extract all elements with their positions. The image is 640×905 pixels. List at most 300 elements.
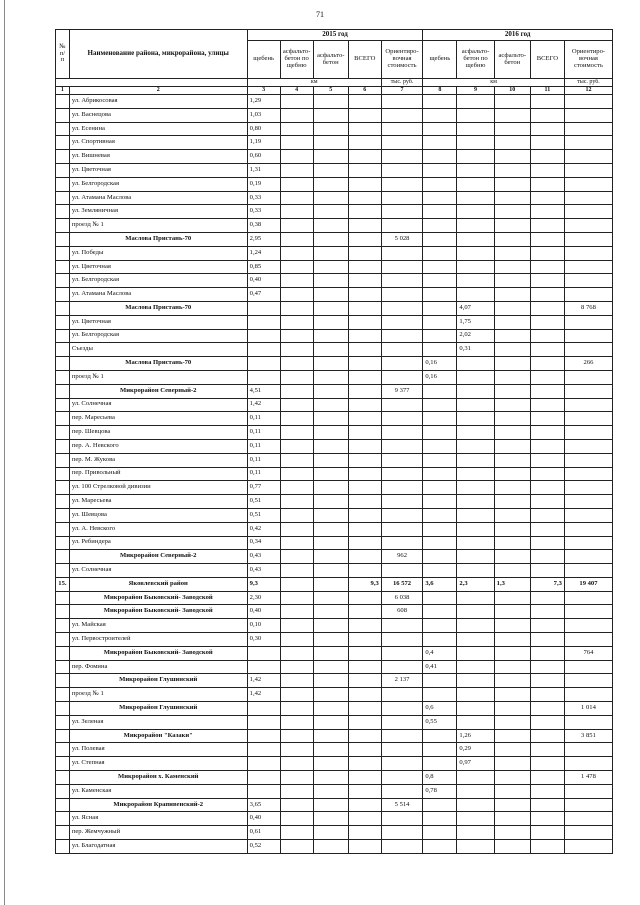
value-cell <box>564 219 612 233</box>
value-cell <box>348 591 381 605</box>
value-cell <box>348 163 381 177</box>
street-name: ул. 100 Стрелковой дивизии <box>69 481 247 495</box>
row-number <box>56 384 70 398</box>
value-cell <box>457 771 494 785</box>
value-cell <box>494 522 530 536</box>
value-cell <box>381 136 423 150</box>
value-cell <box>313 288 348 302</box>
value-cell <box>280 232 313 246</box>
value-cell <box>313 122 348 136</box>
value-cell: 1,42 <box>247 674 280 688</box>
value-cell: 6 038 <box>381 591 423 605</box>
street-name: ул. Благодатная <box>69 840 247 854</box>
value-cell <box>280 260 313 274</box>
value-cell <box>280 577 313 591</box>
value-cell <box>423 536 457 550</box>
value-cell: 2,02 <box>457 329 494 343</box>
value-cell <box>280 784 313 798</box>
value-cell <box>313 467 348 481</box>
section-row <box>56 357 613 371</box>
row-number <box>56 453 70 467</box>
value-cell <box>313 108 348 122</box>
value-cell <box>313 743 348 757</box>
value-cell: 0,19 <box>247 177 280 191</box>
section-name: Микрорайон х. Каменский <box>69 771 247 785</box>
value-cell <box>530 274 564 288</box>
value-cell <box>457 205 494 219</box>
value-cell <box>348 384 381 398</box>
value-cell <box>348 619 381 633</box>
value-cell <box>381 536 423 550</box>
street-name: ул. Шевцова <box>69 508 247 522</box>
value-cell: 0,55 <box>423 715 457 729</box>
row-number <box>56 232 70 246</box>
value-cell: 3,6 <box>423 577 457 591</box>
value-cell <box>564 550 612 564</box>
value-cell <box>280 191 313 205</box>
section-row <box>56 702 613 716</box>
value-cell <box>564 246 612 260</box>
value-cell: 0,16 <box>423 357 457 371</box>
value-cell <box>348 246 381 260</box>
value-cell <box>494 163 530 177</box>
value-cell <box>348 702 381 716</box>
value-cell <box>423 564 457 578</box>
value-cell: 9,3 <box>348 577 381 591</box>
value-cell: 0,51 <box>247 508 280 522</box>
row-number <box>56 481 70 495</box>
value-cell <box>494 219 530 233</box>
value-cell <box>381 646 423 660</box>
value-cell <box>348 550 381 564</box>
value-cell <box>348 840 381 854</box>
row-number <box>56 495 70 509</box>
table-row <box>56 812 613 826</box>
header-asph-gravel-2015: асфальто-бетон по щебню <box>280 41 313 79</box>
table-row <box>56 398 613 412</box>
value-cell <box>280 329 313 343</box>
value-cell <box>494 177 530 191</box>
row-number <box>56 591 70 605</box>
value-cell <box>494 564 530 578</box>
value-cell <box>564 453 612 467</box>
value-cell <box>423 633 457 647</box>
value-cell <box>494 495 530 509</box>
value-cell <box>381 729 423 743</box>
value-cell <box>313 232 348 246</box>
value-cell <box>313 495 348 509</box>
value-cell <box>457 784 494 798</box>
value-cell <box>564 122 612 136</box>
value-cell <box>423 398 457 412</box>
page-number: 71 <box>316 10 324 19</box>
value-cell <box>348 288 381 302</box>
street-name: ул. Белгородская <box>69 329 247 343</box>
value-cell <box>423 232 457 246</box>
value-cell <box>280 826 313 840</box>
value-cell <box>381 246 423 260</box>
value-cell <box>494 426 530 440</box>
value-cell <box>423 729 457 743</box>
section-name: Микрорайон Северный-2 <box>69 384 247 398</box>
value-cell <box>423 136 457 150</box>
value-cell: 0,38 <box>247 219 280 233</box>
value-cell <box>494 633 530 647</box>
value-cell <box>564 439 612 453</box>
value-cell <box>423 329 457 343</box>
value-cell <box>313 702 348 716</box>
street-name: ул. Майская <box>69 619 247 633</box>
row-number <box>56 564 70 578</box>
value-cell <box>280 274 313 288</box>
value-cell <box>457 384 494 398</box>
value-cell <box>494 688 530 702</box>
value-cell <box>457 536 494 550</box>
header-total-2015: ВСЕГО <box>348 41 381 79</box>
street-name: ул. Белгородская <box>69 274 247 288</box>
value-cell: 9 377 <box>381 384 423 398</box>
value-cell: 2,95 <box>247 232 280 246</box>
value-cell <box>494 453 530 467</box>
value-cell <box>457 219 494 233</box>
header-gravel-2016: щебень <box>423 41 457 79</box>
value-cell: 0,52 <box>247 840 280 854</box>
value-cell <box>564 343 612 357</box>
value-cell <box>313 619 348 633</box>
value-cell <box>313 660 348 674</box>
row-number <box>56 95 70 109</box>
col-num: 8 <box>423 87 457 95</box>
value-cell <box>530 812 564 826</box>
value-cell <box>381 481 423 495</box>
value-cell <box>313 205 348 219</box>
col-num: 4 <box>280 87 313 95</box>
value-cell <box>530 108 564 122</box>
value-cell <box>280 550 313 564</box>
row-number <box>56 826 70 840</box>
header-asph-2016: асфальто-бетон <box>494 41 530 79</box>
value-cell: 0,10 <box>247 619 280 633</box>
section-row <box>56 384 613 398</box>
value-cell <box>313 481 348 495</box>
value-cell <box>494 840 530 854</box>
value-cell: 1,24 <box>247 246 280 260</box>
street-name: ул. Вишневая <box>69 150 247 164</box>
value-cell <box>247 702 280 716</box>
value-cell <box>494 95 530 109</box>
col-num: 10 <box>494 87 530 95</box>
street-name: ул. Цветочная <box>69 260 247 274</box>
value-cell: 0,33 <box>247 205 280 219</box>
value-cell <box>564 605 612 619</box>
value-cell <box>494 660 530 674</box>
value-cell: 1,31 <box>247 163 280 177</box>
header-cost-2015: Ориентиро-вочная стоимость <box>381 41 423 79</box>
value-cell <box>564 674 612 688</box>
value-cell <box>457 136 494 150</box>
value-cell <box>381 260 423 274</box>
value-cell: 608 <box>381 605 423 619</box>
value-cell <box>280 591 313 605</box>
value-cell <box>457 812 494 826</box>
value-cell <box>564 205 612 219</box>
value-cell <box>530 840 564 854</box>
row-number <box>56 191 70 205</box>
value-cell: 0,11 <box>247 467 280 481</box>
value-cell <box>247 660 280 674</box>
street-name: ул. Цветочная <box>69 163 247 177</box>
value-cell <box>530 674 564 688</box>
value-cell: 5 028 <box>381 232 423 246</box>
value-cell <box>423 177 457 191</box>
value-cell <box>348 136 381 150</box>
row-number <box>56 522 70 536</box>
value-cell <box>381 812 423 826</box>
value-cell: 0,34 <box>247 536 280 550</box>
table-row <box>56 757 613 771</box>
value-cell <box>381 467 423 481</box>
value-cell <box>348 633 381 647</box>
section-row <box>56 591 613 605</box>
street-name: ул. Степная <box>69 757 247 771</box>
value-cell <box>530 301 564 315</box>
value-cell <box>494 646 530 660</box>
value-cell <box>348 729 381 743</box>
value-cell <box>348 495 381 509</box>
value-cell <box>494 122 530 136</box>
value-cell <box>348 743 381 757</box>
value-cell <box>313 536 348 550</box>
row-number <box>56 605 70 619</box>
value-cell <box>530 260 564 274</box>
value-cell <box>530 633 564 647</box>
value-cell <box>457 633 494 647</box>
value-cell <box>423 150 457 164</box>
value-cell: 0,80 <box>247 122 280 136</box>
row-number <box>56 260 70 274</box>
value-cell <box>280 95 313 109</box>
street-name: ул. Зеленая <box>69 715 247 729</box>
section-name: Маслова Пристань-70 <box>69 232 247 246</box>
table-row <box>56 191 613 205</box>
value-cell <box>348 508 381 522</box>
street-name: пер. Фомина <box>69 660 247 674</box>
street-name: пер. М. Жукова <box>69 453 247 467</box>
value-cell <box>457 95 494 109</box>
value-cell <box>530 177 564 191</box>
value-cell: 1,3 <box>494 577 530 591</box>
row-number <box>56 370 70 384</box>
street-name: ул. Полевая <box>69 743 247 757</box>
value-cell <box>423 343 457 357</box>
row-number <box>56 163 70 177</box>
value-cell <box>564 412 612 426</box>
section-name: Яковлевский район <box>69 577 247 591</box>
street-name: пер. Привольный <box>69 467 247 481</box>
value-cell <box>564 384 612 398</box>
value-cell <box>313 163 348 177</box>
value-cell: 2 137 <box>381 674 423 688</box>
value-cell <box>457 688 494 702</box>
value-cell <box>381 163 423 177</box>
section-name: Микрорайон Быковский- Заводской <box>69 605 247 619</box>
value-cell <box>457 840 494 854</box>
col-num: 9 <box>457 87 494 95</box>
unit-rub-2015: тыс. руб. <box>381 79 423 87</box>
value-cell: 1,42 <box>247 398 280 412</box>
value-cell <box>313 715 348 729</box>
value-cell <box>494 439 530 453</box>
street-name: проезд № 1 <box>69 370 247 384</box>
value-cell <box>494 467 530 481</box>
value-cell <box>381 702 423 716</box>
value-cell <box>280 412 313 426</box>
value-cell <box>381 660 423 674</box>
section-row <box>56 646 613 660</box>
row-number <box>56 729 70 743</box>
value-cell <box>313 591 348 605</box>
value-cell <box>457 798 494 812</box>
value-cell <box>530 191 564 205</box>
row-number <box>56 508 70 522</box>
value-cell <box>530 495 564 509</box>
value-cell: 2,3 <box>457 577 494 591</box>
section-row <box>56 674 613 688</box>
street-name: пер. Жемчужный <box>69 826 247 840</box>
value-cell <box>381 439 423 453</box>
value-cell: 8 768 <box>564 301 612 315</box>
value-cell <box>564 688 612 702</box>
value-cell: 5 514 <box>381 798 423 812</box>
value-cell <box>457 274 494 288</box>
row-number <box>56 108 70 122</box>
value-cell <box>313 508 348 522</box>
value-cell <box>348 439 381 453</box>
value-cell <box>494 398 530 412</box>
street-name: ул. Первостроителей <box>69 633 247 647</box>
value-cell <box>494 536 530 550</box>
value-cell <box>530 288 564 302</box>
value-cell <box>457 412 494 426</box>
value-cell <box>564 660 612 674</box>
value-cell <box>457 481 494 495</box>
value-cell <box>423 550 457 564</box>
value-cell: 16 572 <box>381 577 423 591</box>
value-cell <box>247 370 280 384</box>
value-cell: 0,97 <box>457 757 494 771</box>
value-cell <box>280 315 313 329</box>
value-cell <box>348 688 381 702</box>
value-cell <box>247 646 280 660</box>
value-cell <box>280 729 313 743</box>
value-cell: 0,4 <box>423 646 457 660</box>
value-cell <box>457 467 494 481</box>
value-cell <box>530 150 564 164</box>
value-cell <box>494 757 530 771</box>
value-cell <box>530 784 564 798</box>
value-cell <box>564 370 612 384</box>
value-cell: 0,8 <box>423 771 457 785</box>
street-name: ул. Атамана Маслова <box>69 288 247 302</box>
value-cell <box>457 288 494 302</box>
table-row <box>56 122 613 136</box>
value-cell <box>423 467 457 481</box>
value-cell <box>494 150 530 164</box>
table-row <box>56 467 613 481</box>
value-cell <box>280 177 313 191</box>
value-cell <box>564 619 612 633</box>
value-cell <box>564 232 612 246</box>
value-cell <box>348 370 381 384</box>
value-cell <box>280 301 313 315</box>
value-cell <box>348 260 381 274</box>
value-cell: 0,11 <box>247 412 280 426</box>
value-cell <box>348 315 381 329</box>
col-num: 11 <box>530 87 564 95</box>
value-cell <box>494 246 530 260</box>
col-num: 3 <box>247 87 280 95</box>
col-num: 6 <box>348 87 381 95</box>
value-cell <box>348 150 381 164</box>
street-name: пер. А. Невского <box>69 439 247 453</box>
value-cell <box>494 370 530 384</box>
section-name: Маслова Пристань-70 <box>69 301 247 315</box>
value-cell <box>564 591 612 605</box>
value-cell <box>494 329 530 343</box>
value-cell <box>494 357 530 371</box>
unit-km-2016: км <box>423 79 565 87</box>
value-cell <box>564 826 612 840</box>
value-cell <box>381 743 423 757</box>
value-cell <box>381 150 423 164</box>
row-number <box>56 646 70 660</box>
table-row <box>56 715 613 729</box>
value-cell <box>280 771 313 785</box>
value-cell <box>247 743 280 757</box>
value-cell: 3,65 <box>247 798 280 812</box>
value-cell <box>381 274 423 288</box>
row-number <box>56 122 70 136</box>
value-cell <box>381 757 423 771</box>
value-cell <box>247 729 280 743</box>
value-cell <box>381 301 423 315</box>
value-cell <box>494 136 530 150</box>
value-cell <box>530 715 564 729</box>
value-cell <box>494 191 530 205</box>
value-cell <box>423 122 457 136</box>
value-cell <box>530 246 564 260</box>
value-cell <box>423 522 457 536</box>
row-number <box>56 426 70 440</box>
value-cell: 0,43 <box>247 550 280 564</box>
value-cell: 7,3 <box>530 577 564 591</box>
value-cell <box>564 398 612 412</box>
value-cell <box>423 412 457 426</box>
value-cell <box>564 426 612 440</box>
value-cell: 1,29 <box>247 95 280 109</box>
value-cell <box>348 646 381 660</box>
value-cell <box>457 246 494 260</box>
value-cell <box>280 646 313 660</box>
value-cell <box>313 812 348 826</box>
col-num: 2 <box>69 87 247 95</box>
value-cell <box>423 674 457 688</box>
street-name: проезд № 1 <box>69 219 247 233</box>
value-cell <box>381 288 423 302</box>
unit-blank <box>56 79 248 87</box>
value-cell: 0,6 <box>423 702 457 716</box>
row-number <box>56 674 70 688</box>
